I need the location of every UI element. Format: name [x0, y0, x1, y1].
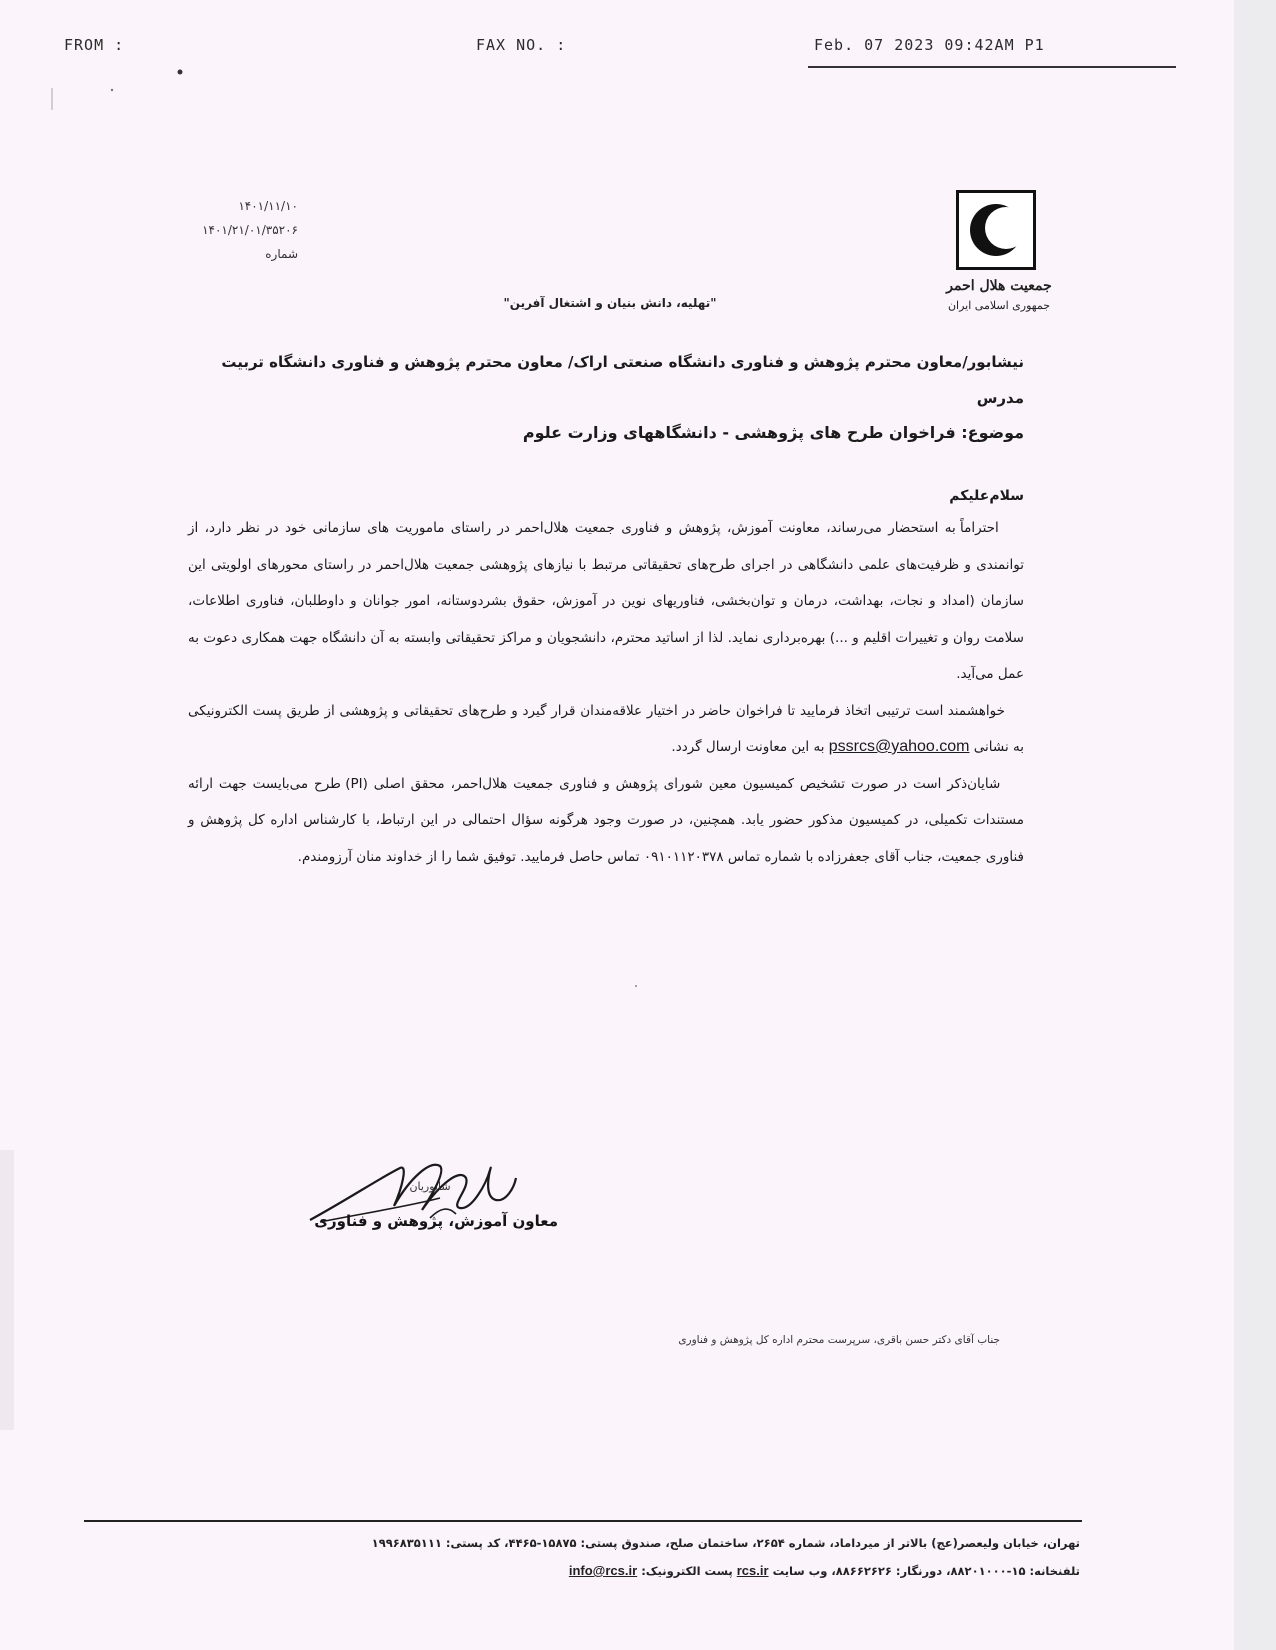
- fax-from: FROM :: [64, 36, 125, 54]
- footer-address: تهران، خیابان ولیعصر(عج) بالاتر از میرداماد، شماره ۲۶۵۴، ساختمان صلح، صندوق پستی: ۱۵۸۷۵-۴۴۶۵، کد پستی: ۱۹۹۶۸۳۵۱۱۱: [371, 1536, 1080, 1550]
- logo-country: جمهوری اسلامی ایران: [947, 299, 1051, 312]
- fax-header-rule: [808, 66, 1176, 68]
- footer: [160, 1530, 1080, 1585]
- paragraph-2-text-before: خواهشمند است ترتیبی اتخاذ فرمایید تا فراخوان حاضر در اختیار علاقه‌مندان قرار گیرد و طرح‌های تحقیقاتی و پژوهشی از طریق پست الکترونیکی به نشانی: [188, 702, 1024, 755]
- footer-website-link[interactable]: rcs.ir: [736, 1563, 769, 1578]
- signatory-title: معاون آموزش، پژوهش و فناوری: [314, 1212, 558, 1230]
- letter-number-label: شماره: [265, 247, 298, 261]
- footer-rule: [84, 1520, 1082, 1522]
- fax-number: FAX NO. :: [476, 36, 567, 54]
- paragraph-1-text: احتراماً به استحضار می‌رساند، معاونت آموزش، پژوهش و فناوری جمعیت هلال‌احمر در راستای ماموریت های سازمانی خود در نظر دارد، از توانمندی و ظرفیت‌های علمی دانشگاهی در اجرای طرح‌های تحقیقاتی مرتبط با نیازهای پژوهشی جمعیت هلال‌احمر در راستای محورهای اولویتی این سازمان (امداد و نجات، بهداشت، درمان و توان‌بخشی، فناوریهای نوین در آموزش، حقوق بشردوستانه، امور جوانان و داوطلبان، فناوری اطلاعات، سلامت روان و تغییرات اقلیم و ...) بهره‌برداری نماید. لذا از اساتید محترم، دانشجویان و مراکز تحقیقاتی وابسته به آن دانشگاه جهت همکاری دعوت به عمل می‌آید.: [188, 520, 1024, 682]
- scan-edge-left: [0, 1150, 14, 1430]
- recipient: نیشابور/معاون محترم پژوهش و فناوری دانشگاه صنعتی اراک/ معاون محترم پژوهش و فناوری دانشگاه تربیت مدرس: [221, 353, 1024, 407]
- paragraph-2-text-after: به این معاونت ارسال گردد.: [671, 739, 825, 755]
- paragraph-1: [188, 510, 1024, 693]
- year-motto: "تهلیه، دانش بنیان و اشتغال آفرین": [503, 296, 717, 310]
- paragraph-2: [188, 693, 1024, 766]
- logo-caption: [944, 276, 1054, 316]
- footer-contact: [160, 1557, 1080, 1585]
- red-crescent-logo-icon: [956, 190, 1036, 270]
- letter-meta: [202, 194, 298, 266]
- footer-email-label: پست الکترونیک:: [641, 1564, 733, 1578]
- paragraph-3: [188, 766, 1024, 876]
- carbon-copy-recipient: جناب آقای دکتر حسن باقری، سرپرست محترم اداره کل پژوهش و فناوری: [678, 1334, 1000, 1346]
- subject: موضوع: فراخوان طرح های پژوهشی - دانشگاههای وزارت علوم: [522, 423, 1024, 442]
- signatory-name: شاپوریان: [409, 1180, 451, 1193]
- salutation: سلام‌علیکم: [949, 488, 1024, 504]
- letter-body: [188, 344, 1024, 875]
- footer-email-link[interactable]: info@rcs.ir: [568, 1563, 638, 1578]
- fax-datetime: Feb. 07 2023 09:42AM P1: [814, 36, 1045, 54]
- paragraph-3-text: شایان‌ذکر است در صورت تشخیص کمیسیون معین شورای پژوهش و فناوری جمعیت هلال‌احمر، محقق اصلی (PI) طرح می‌بایست جهت ارائه مستندات تکمیلی، در کمیسیون مذکور حضور یابد. همچنین، در صورت وجود هرگونه سؤال احتمالی در این ارتباط، با کارشناس اداره کل پژوهش و فناوری جمعیت، جناب آقای جعفرزاده با شماره تماس ۰۹۱۰۱۱۲۰۳۷۸ تماس حاصل فرمایید. توفیق شما را از خداوند منان آرزومندم.: [188, 775, 1024, 865]
- logo-org-name: جمعیت هلال احمر: [946, 278, 1052, 294]
- letter-number: ۱۴۰۱/۲۱/۰۱/۳۵۲۰۶: [202, 223, 298, 237]
- scan-edge-right: [1234, 0, 1276, 1650]
- footer-phone-fax: تلفنخانه: ۱۵-۸۸۲۰۱۰۰۰، دورنگار: ۸۸۶۶۲۶۲۶، وب سایت: [772, 1564, 1080, 1578]
- letter-date: ۱۴۰۱/۱۱/۱۰: [238, 199, 298, 213]
- submission-email-link[interactable]: pssrcs@yahoo.com: [828, 738, 970, 755]
